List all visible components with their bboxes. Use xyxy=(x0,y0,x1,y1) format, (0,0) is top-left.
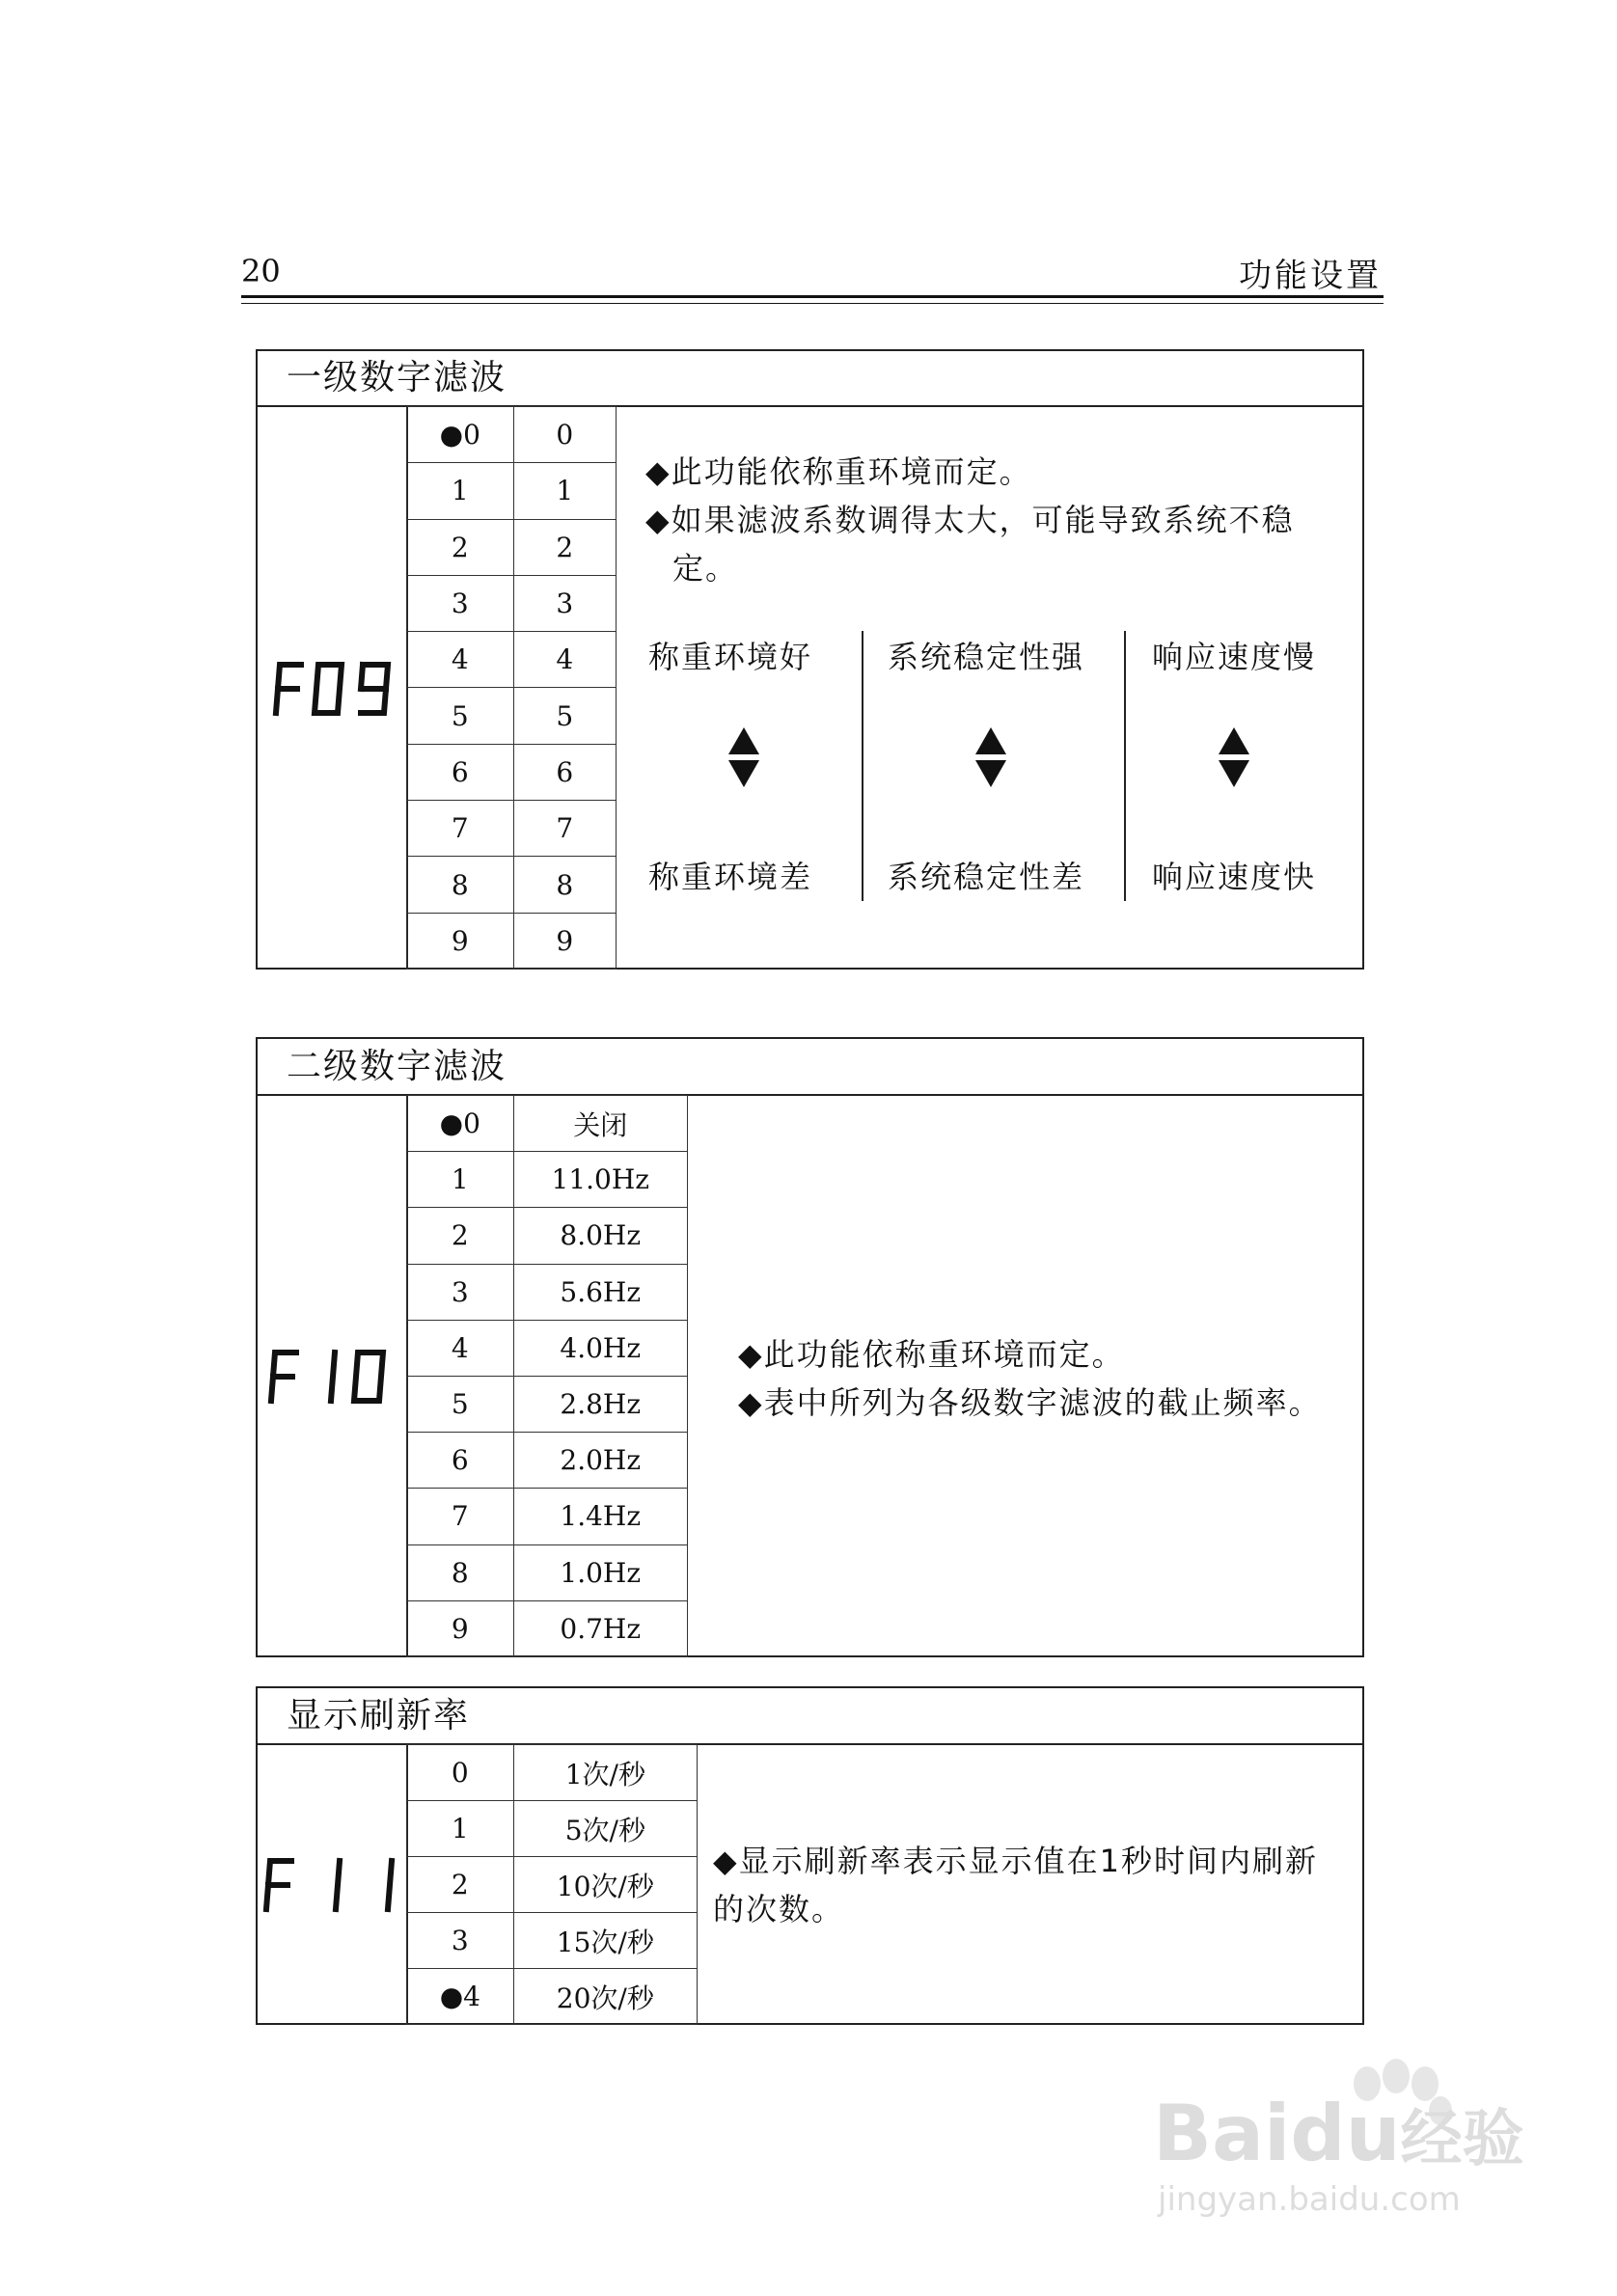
f09-title: 一级数字滤波 xyxy=(258,351,1362,407)
watermark-brand: Bai xyxy=(1153,2089,1291,2178)
option-key: 2 xyxy=(407,1857,514,1913)
f09-note-1: ◆此功能依称重环境而定。 xyxy=(645,453,1032,490)
watermark-url: jingyan.baidu.com xyxy=(1158,2180,1461,2219)
option-key: ●4 xyxy=(407,1969,514,2025)
option-key: 2 xyxy=(407,519,514,575)
option-value: 2.0Hz xyxy=(513,1433,687,1489)
table-row xyxy=(407,1745,698,1801)
option-key: 4 xyxy=(407,1320,514,1376)
f11-value-table xyxy=(406,1744,698,2025)
f09-col-separator-1 xyxy=(862,631,863,901)
f09-note-2: ◆如果滤波系数调得太大，可能导致系统不稳 xyxy=(645,502,1295,538)
f09-col1-bottom: 称重环境差 xyxy=(647,859,812,895)
option-value: 8.0Hz xyxy=(513,1208,687,1264)
table-row xyxy=(407,1489,688,1544)
watermark-brand-tail: du xyxy=(1290,2089,1401,2178)
f10-title: 二级数字滤波 xyxy=(258,1039,1362,1096)
option-key: 5 xyxy=(407,1376,514,1432)
table-row xyxy=(407,1801,698,1857)
table-row xyxy=(407,1913,698,1969)
f11-title: 显示刷新率 xyxy=(258,1688,1362,1745)
section-title: 功能设置 xyxy=(1239,257,1382,295)
f10-notes xyxy=(738,1330,1356,1427)
baidu-watermark xyxy=(1153,2089,1524,2178)
option-key: 1 xyxy=(407,463,514,519)
up-down-arrow-icon xyxy=(1217,725,1251,789)
table-row xyxy=(407,1433,688,1489)
table-row xyxy=(407,1544,688,1600)
f09-col3-bottom: 响应速度快 xyxy=(1151,859,1316,895)
option-value: 1.4Hz xyxy=(513,1489,687,1544)
option-value: 5.6Hz xyxy=(513,1264,687,1320)
table-row xyxy=(407,1208,688,1264)
option-value: 10次/秒 xyxy=(513,1857,697,1913)
table-row xyxy=(407,575,617,631)
f10-box xyxy=(256,1037,1364,1657)
option-key: 5 xyxy=(407,688,514,744)
option-value: 1 xyxy=(513,463,616,519)
option-value: 3 xyxy=(513,575,616,631)
option-value: 5 xyxy=(513,688,616,744)
option-value: 6 xyxy=(513,744,616,800)
table-row xyxy=(407,1152,688,1208)
f11-seven-segment xyxy=(260,1855,405,1915)
option-key: 9 xyxy=(407,913,514,969)
option-key: 1 xyxy=(407,1801,514,1857)
table-row xyxy=(407,519,617,575)
option-key: 8 xyxy=(407,1544,514,1600)
option-key: 2 xyxy=(407,1208,514,1264)
table-row xyxy=(407,913,617,969)
option-key: 8 xyxy=(407,857,514,913)
table-row xyxy=(407,463,617,519)
option-key: 6 xyxy=(407,1433,514,1489)
option-value: 0.7Hz xyxy=(513,1600,687,1656)
f09-col2-bottom: 系统稳定性差 xyxy=(887,859,1084,895)
option-key: 4 xyxy=(407,632,514,688)
option-value: 15次/秒 xyxy=(513,1913,697,1969)
option-key: 0 xyxy=(407,1745,514,1801)
f10-note-2: ◆表中所列为各级数字滤波的截止频率。 xyxy=(738,1384,1322,1421)
table-row xyxy=(407,744,617,800)
option-value: 4 xyxy=(513,632,616,688)
f11-note-2: 的次数。 xyxy=(713,1891,845,1927)
option-value: 20次/秒 xyxy=(513,1969,697,2025)
option-key: 7 xyxy=(407,1489,514,1544)
table-row xyxy=(407,857,617,913)
f09-value-table xyxy=(406,406,617,970)
option-key: 7 xyxy=(407,801,514,857)
f09-note-3: 定。 xyxy=(672,550,739,587)
table-row xyxy=(407,1096,688,1152)
option-value: 1次/秒 xyxy=(513,1745,697,1801)
option-key: ●0 xyxy=(407,1096,514,1152)
table-row xyxy=(407,1857,698,1913)
table-row xyxy=(407,1264,688,1320)
table-row xyxy=(407,407,617,463)
f11-code-display xyxy=(258,1745,408,2025)
f09-col-separator-2 xyxy=(1124,631,1126,901)
watermark-product: 经验 xyxy=(1400,2104,1524,2175)
table-row xyxy=(407,1376,688,1432)
option-key: 3 xyxy=(407,1264,514,1320)
option-value: 8 xyxy=(513,857,616,913)
f11-box xyxy=(256,1686,1364,2025)
table-row xyxy=(407,688,617,744)
f10-code-display xyxy=(258,1096,408,1657)
f09-seven-segment xyxy=(270,659,396,719)
option-value: 5次/秒 xyxy=(513,1801,697,1857)
f11-note-1: ◆显示刷新率表示显示值在1秒时间内刷新 xyxy=(713,1843,1318,1879)
table-row xyxy=(407,632,617,688)
table-row xyxy=(407,801,617,857)
table-row xyxy=(407,1600,688,1656)
option-key: ●0 xyxy=(407,407,514,463)
table-row xyxy=(407,1969,698,2025)
option-key: 3 xyxy=(407,575,514,631)
header-rule-thin xyxy=(241,303,1384,304)
option-value: 11.0Hz xyxy=(513,1152,687,1208)
f09-notes xyxy=(645,448,1340,592)
f09-code-display xyxy=(258,407,408,970)
option-key: 6 xyxy=(407,744,514,800)
f09-col1-top: 称重环境好 xyxy=(647,639,812,675)
option-value: 4.0Hz xyxy=(513,1320,687,1376)
f10-value-table xyxy=(406,1095,688,1657)
option-value: 0 xyxy=(513,407,616,463)
option-key: 9 xyxy=(407,1600,514,1656)
option-key: 1 xyxy=(407,1152,514,1208)
header-rule-thick xyxy=(241,295,1384,298)
f09-col3-top: 响应速度慢 xyxy=(1151,639,1316,675)
f10-seven-segment xyxy=(265,1347,400,1407)
option-value: 关闭 xyxy=(513,1096,687,1152)
option-value: 2.8Hz xyxy=(513,1376,687,1432)
option-value: 1.0Hz xyxy=(513,1544,687,1600)
up-down-arrow-icon xyxy=(726,725,761,789)
f11-notes xyxy=(713,1837,1350,1933)
table-row xyxy=(407,1320,688,1376)
option-key: 3 xyxy=(407,1913,514,1969)
up-down-arrow-icon xyxy=(973,725,1008,789)
f10-note-1: ◆此功能依称重环境而定。 xyxy=(738,1336,1125,1373)
f09-col2-top: 系统稳定性强 xyxy=(887,639,1084,675)
f09-box xyxy=(256,349,1364,970)
option-value: 2 xyxy=(513,519,616,575)
option-value: 9 xyxy=(513,913,616,969)
option-value: 7 xyxy=(513,801,616,857)
page-number: 20 xyxy=(241,253,281,289)
